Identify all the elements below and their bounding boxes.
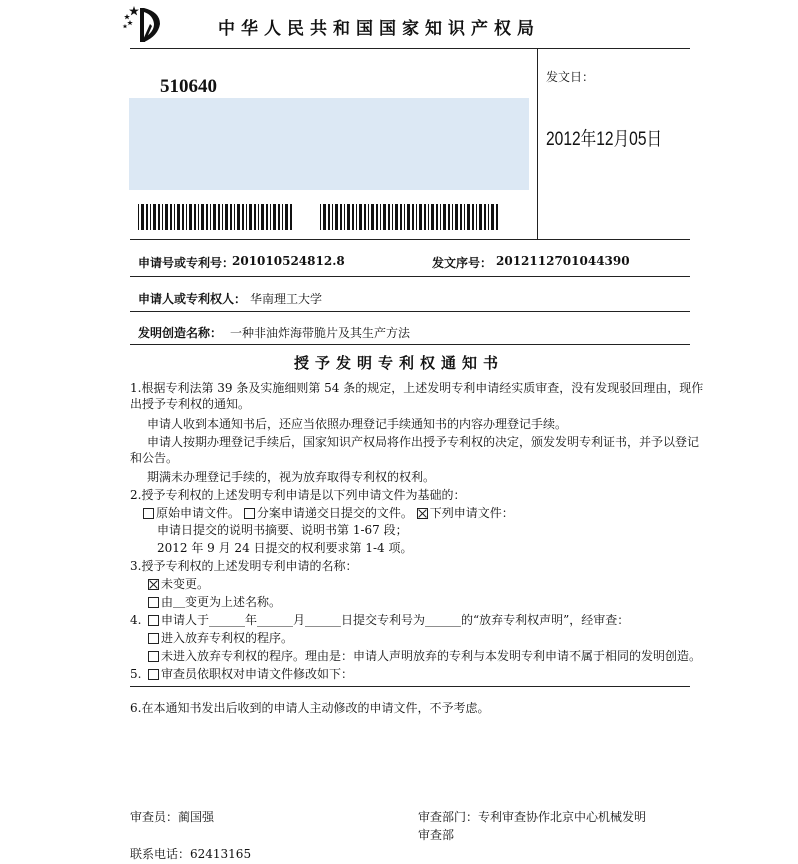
contact-phone: 联系电话：62413165 [130,847,252,861]
barcode-right [320,204,502,230]
option-label: 由＿变更为上述名称。 [161,595,282,609]
clause-4-option [148,630,293,646]
clause-2-options [143,505,514,521]
applicant-name: 华南理工大学 [250,292,323,306]
option-label: 未变更。 [161,577,210,591]
clause-3-option [148,594,281,610]
invention-title: 一种非油炸海带脆片及其生产方法 [230,326,411,340]
clause-3-option [148,576,209,592]
clause-4-option [148,648,701,664]
invention-title-label: 发明创造名称： [138,326,223,340]
application-number: 201010524812.8 [232,254,345,268]
clause-1-text: 期满未办理登记手续的，视为放弃取得专利权的权利。 [147,470,436,484]
office-title: 中华人民共和国国家知识产权局 [218,19,540,39]
notice-title: 授予发明专利权通知书 [293,354,504,372]
option-label: 申请人于______年______月______日提交专利号为______的“放弃专利权声明”，经审查： [161,613,630,627]
application-number-label: 申请号或专利号： [138,256,235,270]
barcode-left [138,204,296,230]
clause-1-text: 出授予专利权的通知。 [130,397,251,411]
serial-number-label: 发文序号： [432,256,493,270]
sipo-logo [120,2,164,46]
checkbox-name-unchanged[interactable] [148,579,159,590]
clause-5-option [148,666,353,682]
dispatch-date-label: 发文日： [546,70,595,84]
row-rule [130,276,690,277]
header-rule [130,48,690,49]
divider-rule [130,239,690,240]
checkbox-name-changed[interactable] [148,597,159,608]
checkbox-waiver-declaration[interactable] [148,615,159,626]
clause-1-text: 申请人收到本通知书后，还应当依照办理登记手续通知书的内容办理登记手续。 [147,417,568,431]
option-label: 未进入放弃专利权的程序。理由是：申请人声明放弃的专利与本发明专利申请不属于相同的发明创造。 [161,649,702,663]
address-block [129,98,529,190]
checkbox-divisional-documents[interactable] [244,508,255,519]
checkbox-waiver-entered[interactable] [148,633,159,644]
option-label: 原始申请文件。 [156,506,241,520]
examiner-name: 审查员：蔺国强 [130,810,215,824]
checkbox-following-documents[interactable] [417,508,428,519]
checkbox-examiner-amendment[interactable] [148,669,159,680]
clause-1-text: 申请人按期办理登记手续后，国家知识产权局将作出授予专利权的决定，颁发发明专利证书，并予以登记 [147,435,700,449]
postcode: 510640 [160,76,217,97]
option-label: 下列申请文件： [429,506,514,520]
examination-department: 审查部门：专利审查协作北京中心机械发明 [418,810,647,824]
clause-1-text: 1.根据专利法第 39 条及实施细则第 54 条的规定，上述发明专利申请经实质审查，没有发现驳回理由，现作 [130,381,704,395]
row-rule [130,344,690,345]
document-list-item: 申请日提交的说明书摘要、说明书第 1-67 段； [157,523,408,537]
option-label: 审查员依职权对申请文件修改如下： [161,667,354,681]
document-list-item: 2012 年 9 月 24 日提交的权利要求第 1-4 项。 [157,541,413,555]
clause-5-number: 5. [130,667,142,681]
examination-department-cont: 审查部 [418,828,455,842]
clause-4-number: 4. [130,613,142,627]
clause-6-text: 6.在本通知书发出后收到的申请人主动修改的申请文件，不予考虑。 [130,701,490,715]
checkbox-original-documents[interactable] [143,508,154,519]
row-rule [130,311,690,312]
dispatch-date: 2012年12月05日 [546,129,663,150]
option-label: 进入放弃专利权的程序。 [161,631,294,645]
clause-3-text: 3.授予专利权的上述发明专利申请的名称： [130,559,358,573]
divider-vertical [537,48,538,239]
clause-4-option [148,612,629,628]
applicant-label: 申请人或专利权人： [138,292,247,306]
serial-number: 2012112701044390 [496,254,630,268]
option-label: 分案申请递交日提交的文件。 [256,506,413,520]
checkbox-waiver-not-entered[interactable] [148,651,159,662]
clause-1-text: 和公告。 [130,451,179,465]
body-rule [130,686,690,687]
clause-2-text: 2.授予专利权的上述发明专利申请是以下列申请文件为基础的： [130,488,466,502]
